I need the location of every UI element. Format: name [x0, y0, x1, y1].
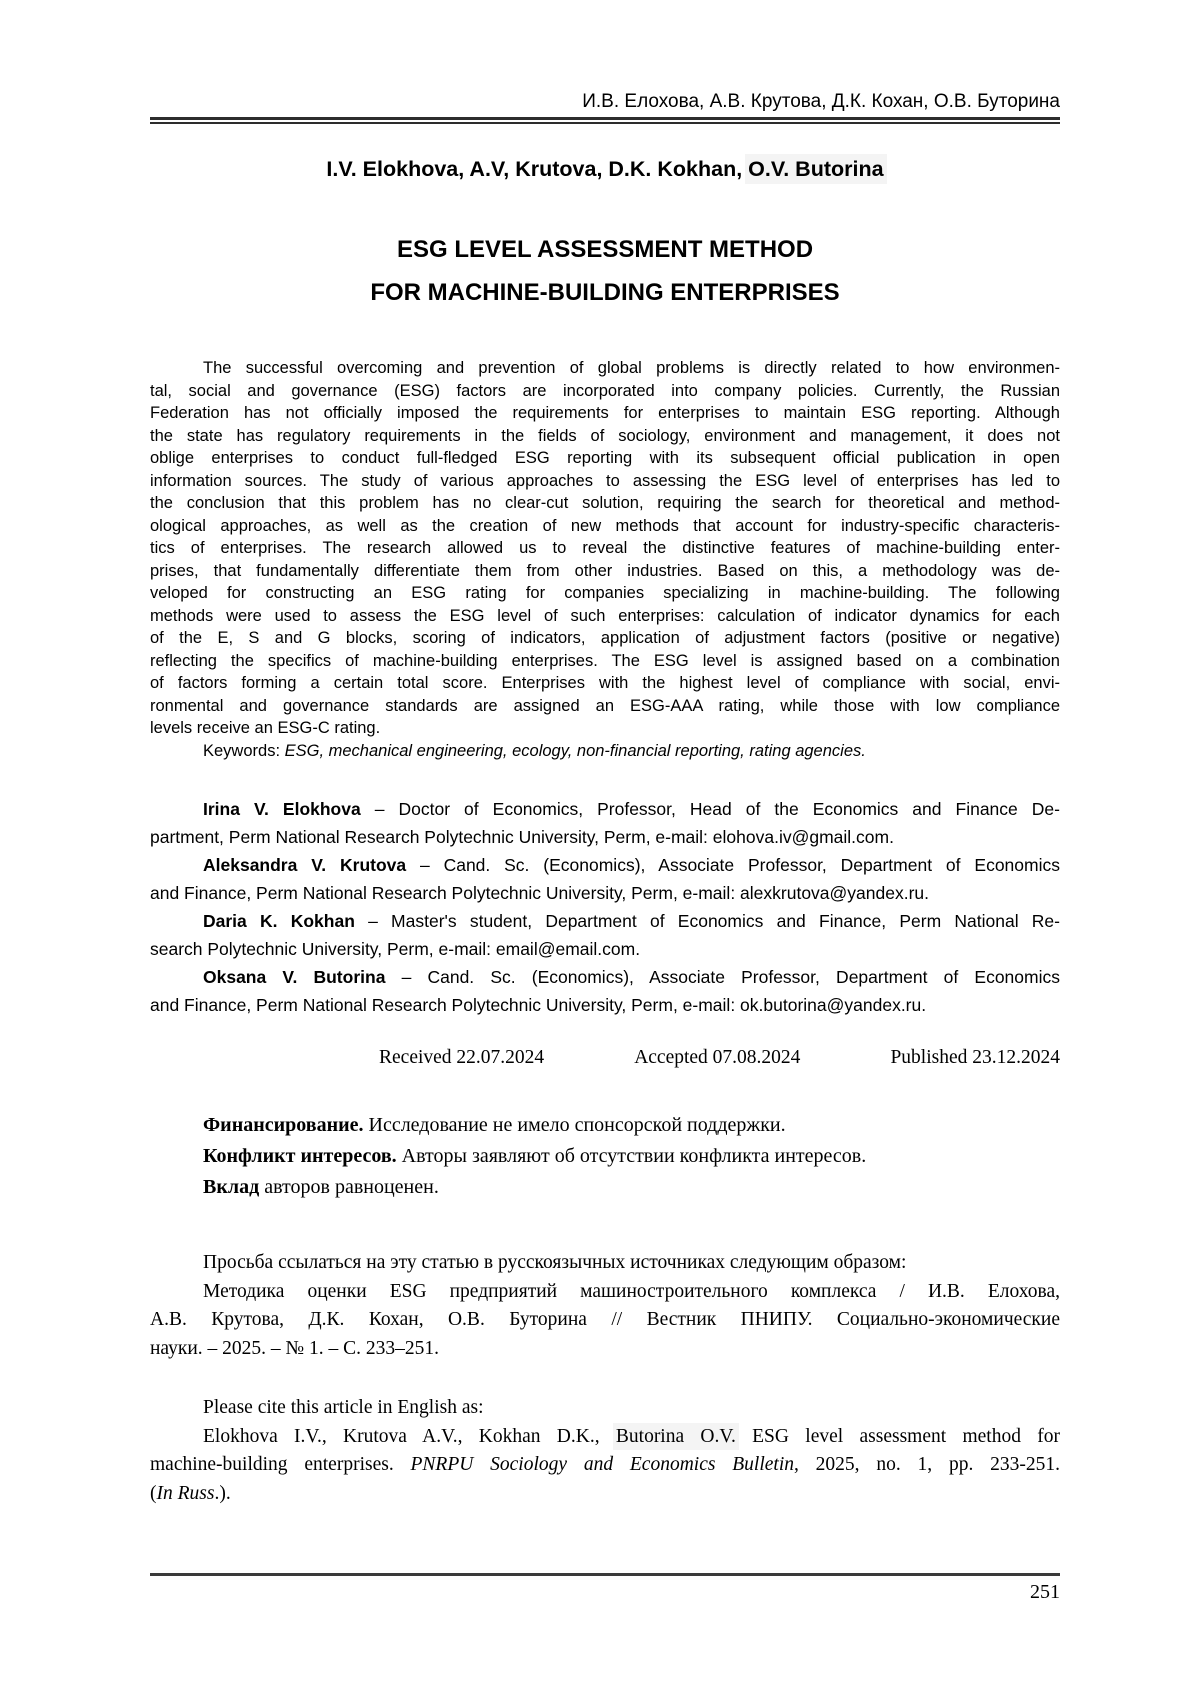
- keywords-line: Keywords: ESG, mechanical engineering, ecology, non-financial reporting, rating agencies.: [203, 741, 866, 760]
- citation-en-block: [150, 1394, 1060, 1508]
- conflict-of-interest-note: Конфликт интересов. Авторы заявляют об отсутствии конфликта интересов.: [203, 1145, 867, 1167]
- dates-line: [150, 1045, 1060, 1070]
- author-bios: [150, 795, 1060, 1019]
- citation-en-text: Elokhova I.V., Krutova A.V., Kokhan D.K., Butorina O.V. ESG level assessment method for machine-building enterprises. PNRPU Sociology and Economics Bulletin, 2025, no. 1, pp. 233-251. (In Russ.).: [150, 1425, 1060, 1504]
- funding-note: Финансирование. Исследование не имело спонсорской поддержки.: [203, 1114, 786, 1136]
- author-bio-butorina: Oksana V. Butorina – Cand. Sc. (Economics), Associate Professor, Department of Economics and Finance, Perm National Research Polytechnic University, Perm, e-mail: ok.butorina@yandex.ru.: [150, 967, 1060, 1015]
- accepted-date: Accepted 07.08.2024: [634, 1047, 801, 1068]
- citation-ru-text: Методика оценки ESG предприятий машиностроительного комплекса / И.В. Елохова, А.В. Крутова, Д.К. Кохан, О.В. Буторина // Вестник ПНИПУ. Социально-экономические науки. – 2025. – № 1. – С. 233–251.: [150, 1280, 1060, 1359]
- published-date: Published 23.12.2024: [890, 1047, 1060, 1068]
- header-double-rule: [150, 117, 1060, 124]
- author-bio-krutova: Aleksandra V. Krutova – Cand. Sc. (Economics), Associate Professor, Department of Economics and Finance, Perm National Research Polytechnic University, Perm, e-mail: alexkrutova@yandex.ru.: [150, 855, 1060, 903]
- citation-en-intro: Please cite this article in English as:: [203, 1397, 484, 1418]
- article-notes: [150, 1110, 1060, 1203]
- article-title-line1: ESG LEVEL ASSESSMENT METHOD: [396, 236, 814, 263]
- authors-line: I.V. Elokhova, A.V, Krutova, D.K. Kokhan, O.V. Butorina: [326, 157, 884, 181]
- running-head: И.В. Елохова, А.В. Крутова, Д.К. Кохан, О.В. Буторина: [582, 91, 1060, 112]
- contribution-note: Вклад авторов равноценен.: [203, 1176, 439, 1198]
- author-bio-kokhan: Daria K. Kokhan – Master's student, Department of Economics and Finance, Perm National Re- search Polytechnic University, Perm, e-mail: email@email.com.: [150, 911, 1060, 959]
- citation-ru-intro: Просьба ссылаться на эту статью в русскоязычных источниках следующим образом:: [203, 1252, 907, 1273]
- abstract-paragraph: The successful overcoming and prevention of global problems is directly related to how environmen- tal, social and governance (ESG) factors are incorporated into company policies. Currently, the Russian Federation has not officially imposed the requirements for enterprises to maintain ESG reporting. Although the state has regulatory requirements in the fields of sociology, environment and management, it does not oblige enterprises to conduct full-fledged ESG reporting with its subsequent official publication in open information sources. The study of various approaches to assessing the ESG level of enterprises has led to the conclusion that this problem has no clear-cut solution, requiring the search for theoretical and method- ological approaches, as well as the creation of new methods that account for industry-specific characteris- tics of enterprises. The research allowed us to reveal the distinctive features of machine-building enter- prises, that fundamentally differentiate them from other industries. Based on this, a methodology was de- veloped for constructing an ESG rating for companies specializing in machine-building. The following methods were used to assess the ESG level of such enterprises: calculation of indicator dynamics for each of the E, S and G blocks, scoring of indicators, application of adjustment factors (positive or negative) reflecting the specifics of machine-building enterprises. The ESG level is assigned based on a combination of factors forming a certain total score. Enterprises with the highest level of compliance with social, envi- ronmental and governance standards are assigned an ESG-AAA rating, while those with low compliance levels receive an ESG-C rating.: [150, 359, 1060, 737]
- author-bio-elokhova: Irina V. Elokhova – Doctor of Economics, Professor, Head of the Economics and Finance De- partment, Perm National Research Polytechnic University, Perm, e-mail: elohova.iv@gmail.com.: [150, 799, 1060, 847]
- page-number: 251: [1030, 1581, 1060, 1603]
- received-date: Received 22.07.2024: [379, 1047, 545, 1068]
- article-title: [150, 228, 1060, 314]
- citation-ru-block: [150, 1249, 1060, 1363]
- footer-rule: [150, 1573, 1060, 1576]
- article-title-line2: FOR MACHINE-BUILDING ENTERPRISES: [370, 279, 840, 306]
